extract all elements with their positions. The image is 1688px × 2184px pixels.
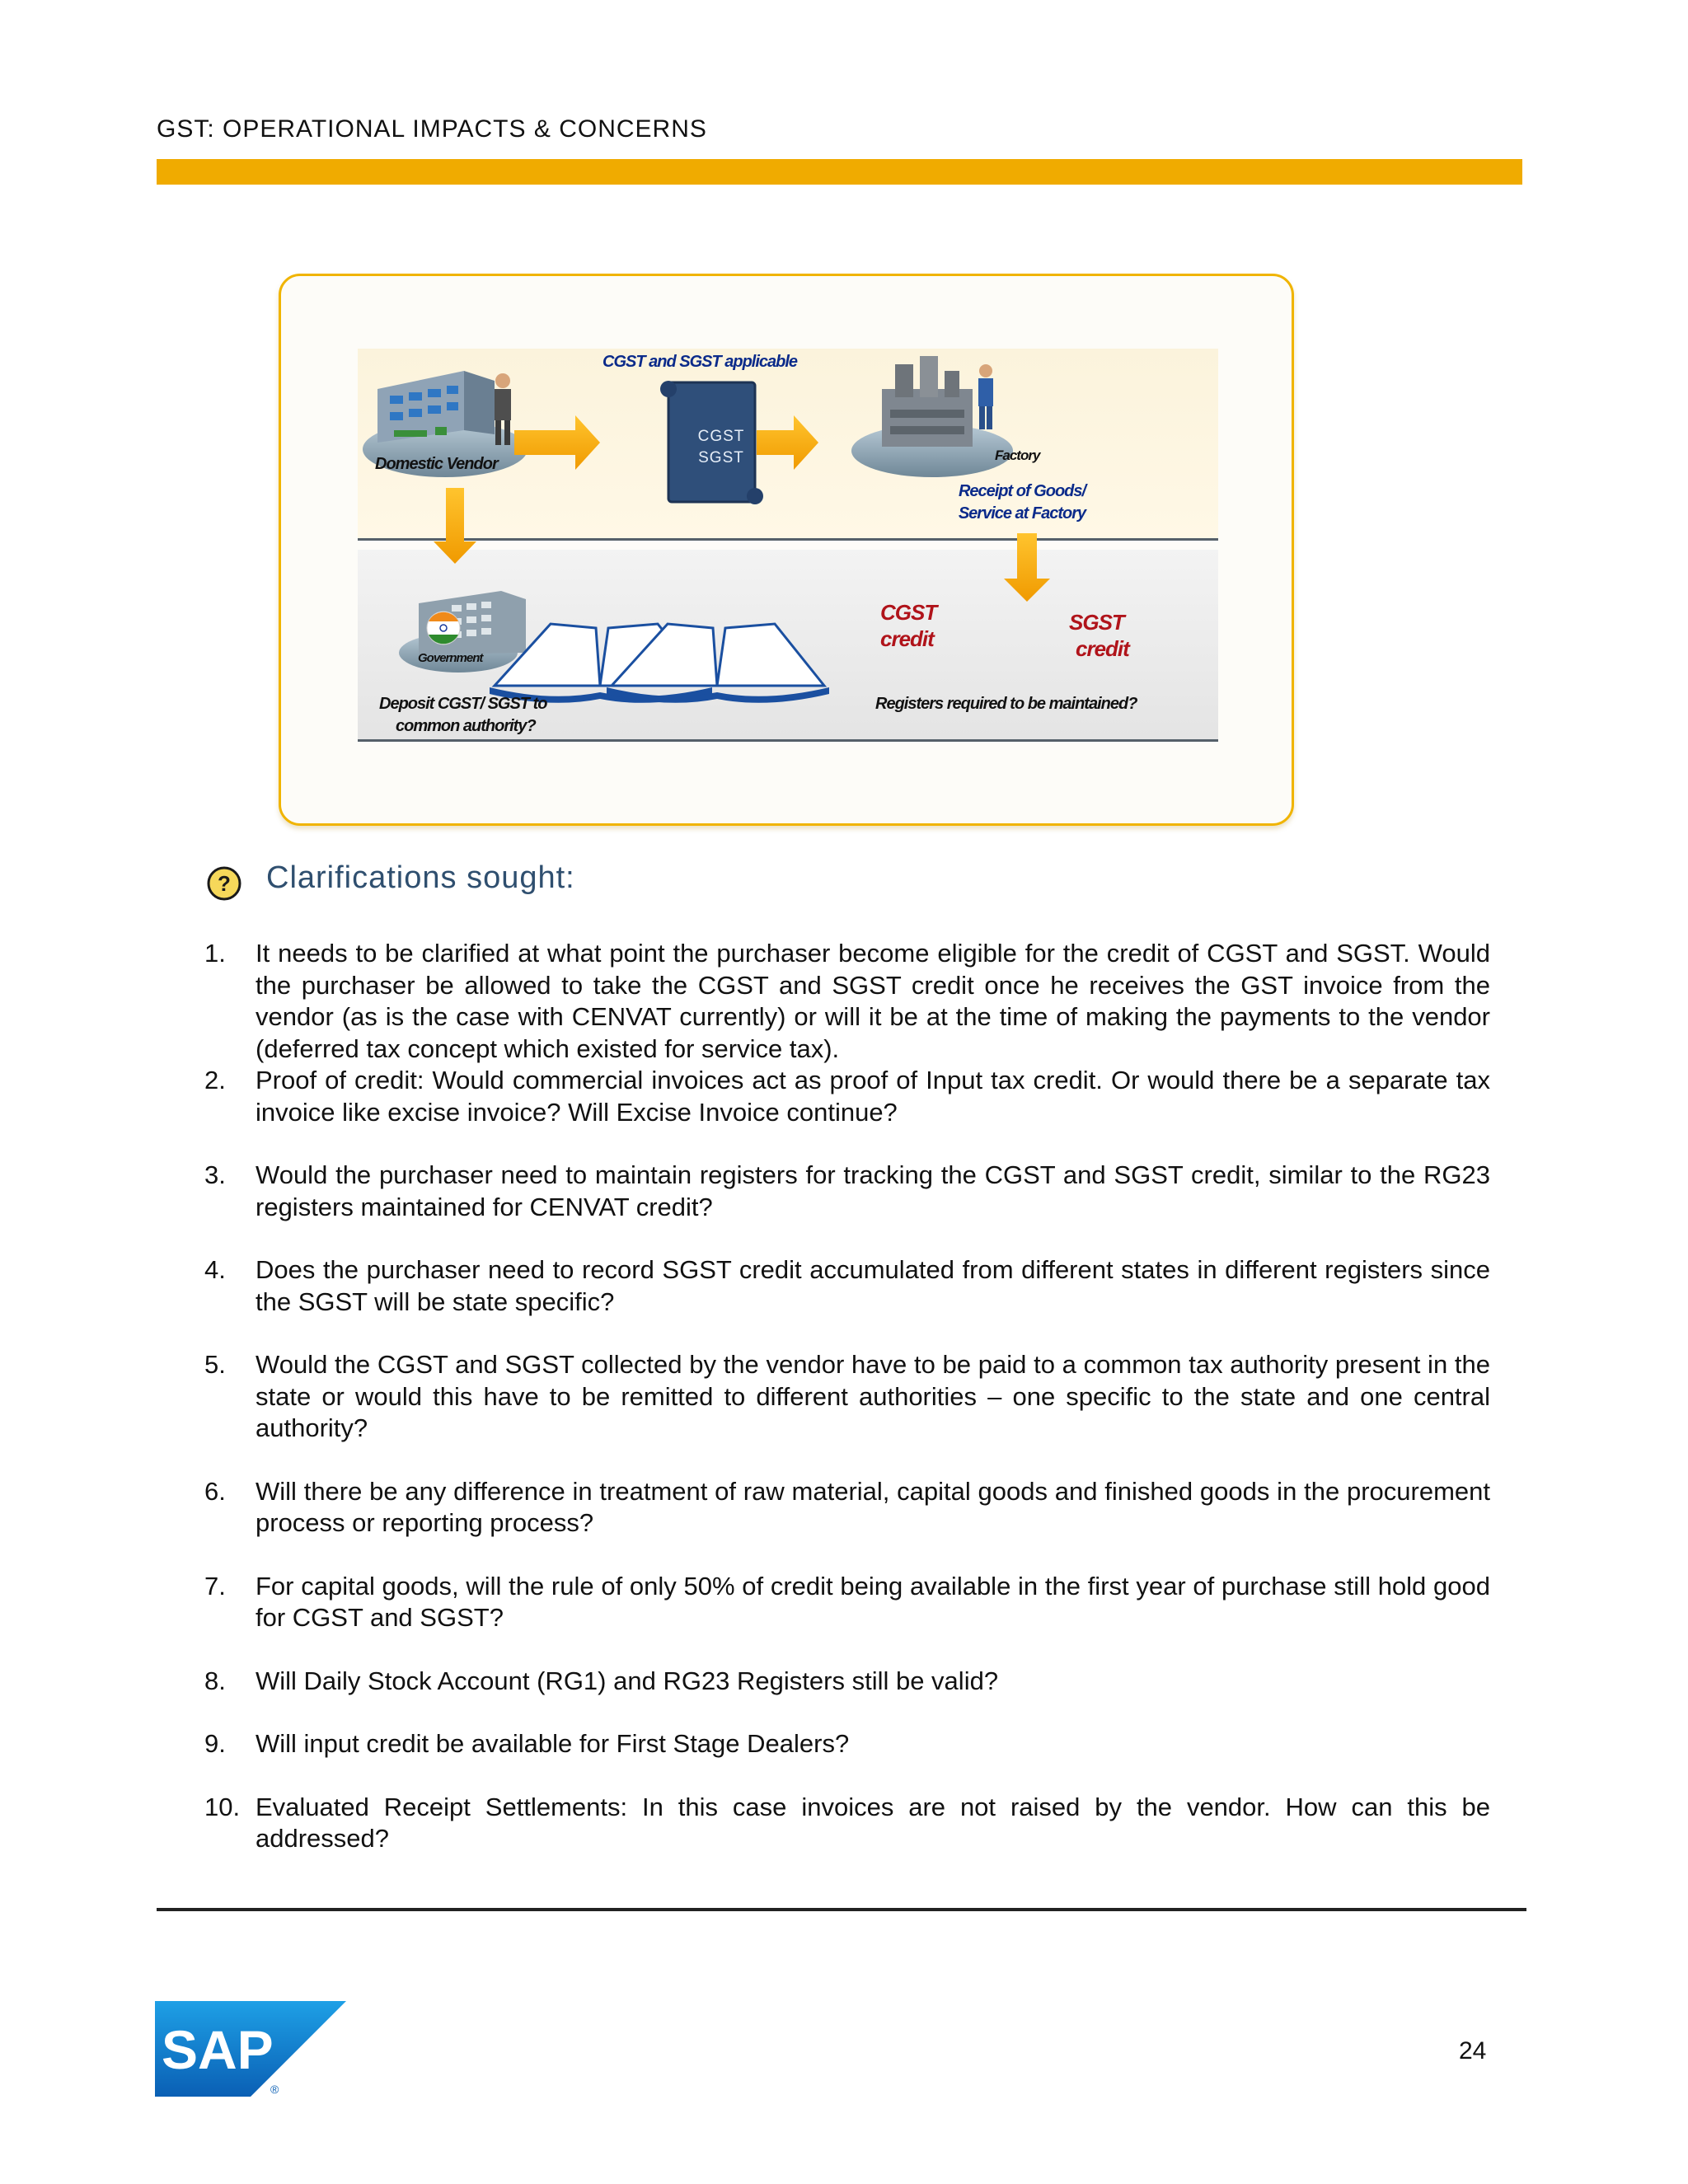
clarifications-heading: Clarifications sought: — [266, 860, 575, 895]
list-item-number: 1. — [204, 939, 226, 968]
list-item-text: Evaluated Receipt Settlements: In this case invoices are not raised by the vendor. How can this be addressed? — [256, 1792, 1490, 1853]
list-item-number: 4. — [204, 1255, 226, 1284]
footer-rule — [157, 1908, 1526, 1911]
registers-label: Registers required to be maintained? — [875, 695, 1137, 713]
sgst-credit-label-line1: SGST — [1069, 610, 1124, 635]
list-item — [204, 1571, 1490, 1634]
factory-label: Factory — [995, 448, 1040, 463]
list-item-number: 3. — [204, 1160, 226, 1189]
domestic-vendor-label: Domestic Vendor — [375, 455, 498, 473]
page-header-title: GST: OPERATIONAL IMPACTS & CONCERNS — [157, 115, 707, 143]
svg-text:®: ® — [270, 2083, 279, 2096]
list-item — [204, 1254, 1490, 1318]
sgst-credit-label-line2: credit — [1076, 636, 1129, 661]
page-number: 24 — [1459, 2037, 1487, 2064]
scroll-label-sgst: SGST — [698, 449, 744, 466]
list-item-text: Will there be any difference in treatment of raw material, capital goods and finished goods in the procurement process or reporting process? — [256, 1476, 1490, 1537]
receipt-label-line1: Receipt of Goods/ — [958, 482, 1086, 500]
list-item — [204, 1666, 1490, 1698]
list-item-number: 10. — [204, 1792, 241, 1821]
list-item-number: 2. — [204, 1066, 226, 1094]
list-item — [204, 1728, 1490, 1760]
list-item-text: Proof of credit: Would commercial invoices act as proof of Input tax credit. Or would there be a separate tax invoice like excise invoice? Will Excise Invoice continue? — [256, 1066, 1490, 1127]
list-item-text: Will input credit be available for First Stage Dealers? — [256, 1729, 850, 1758]
list-item-text: For capital goods, will the rule of only 50% of credit being available in the first year of purchase still hold good for CGST and SGST? — [256, 1571, 1490, 1632]
cgst-credit-label-line1: CGST — [880, 600, 937, 625]
cgst-sgst-applicable-label: CGST and SGST applicable — [603, 353, 798, 371]
clarification-list — [204, 938, 1490, 1855]
list-item-number: 9. — [204, 1729, 226, 1758]
list-item — [204, 1476, 1490, 1540]
list-item-text: Does the purchaser need to record SGST credit accumulated from different states in different registers since the SGST will be state specific? — [256, 1255, 1490, 1316]
list-item-number: 5. — [204, 1350, 226, 1379]
svg-text:?: ? — [218, 871, 231, 896]
list-item-number: 7. — [204, 1571, 226, 1601]
list-item — [204, 1349, 1490, 1445]
government-label: Government — [418, 651, 483, 665]
deposit-label-line1: Deposit CGST/ SGST to — [379, 695, 547, 713]
india-flag-icon — [427, 612, 460, 644]
list-item-number: 6. — [204, 1476, 226, 1506]
header-accent-bar — [157, 159, 1522, 185]
list-item — [204, 938, 1490, 1065]
question-bubble-icon — [206, 865, 242, 902]
factory-worker-icon — [978, 364, 993, 429]
receipt-label-line2: Service at Factory — [958, 504, 1086, 523]
list-item-text: Will Daily Stock Account (RG1) and RG23 Registers still be valid? — [256, 1666, 999, 1695]
svg-text:SAP: SAP — [162, 2019, 274, 2080]
list-item-number: 8. — [204, 1666, 226, 1695]
list-item — [204, 1792, 1490, 1855]
scroll-label-cgst: CGST — [697, 428, 745, 445]
sap-logo — [155, 2001, 346, 2097]
list-item-text: Would the CGST and SGST collected by the vendor have to be paid to a common tax authority present in the state or would this have to be remitted to different authorities – one specific to the state and one central authority? — [256, 1350, 1490, 1442]
list-item — [204, 1065, 1490, 1128]
deposit-label-line2: common authority? — [396, 717, 536, 735]
list-item — [204, 1160, 1490, 1223]
cgst-credit-label-line2: credit — [880, 626, 934, 651]
list-item-text: It needs to be clarified at what point the purchaser become eligible for the credit of CGST and SGST. Would the purchaser be allowed to take the CGST and SGST credit once he receives the GST invoice from the vendor (as is the case with CENVAT currently) or will it be at the time of making the payments to the vendor (deferred tax concept which existed for service tax). — [256, 939, 1490, 1063]
list-item-text: Would the purchaser need to maintain registers for tracking the CGST and SGST credit, similar to the RG23 registers maintained for CENVAT credit? — [256, 1160, 1490, 1221]
